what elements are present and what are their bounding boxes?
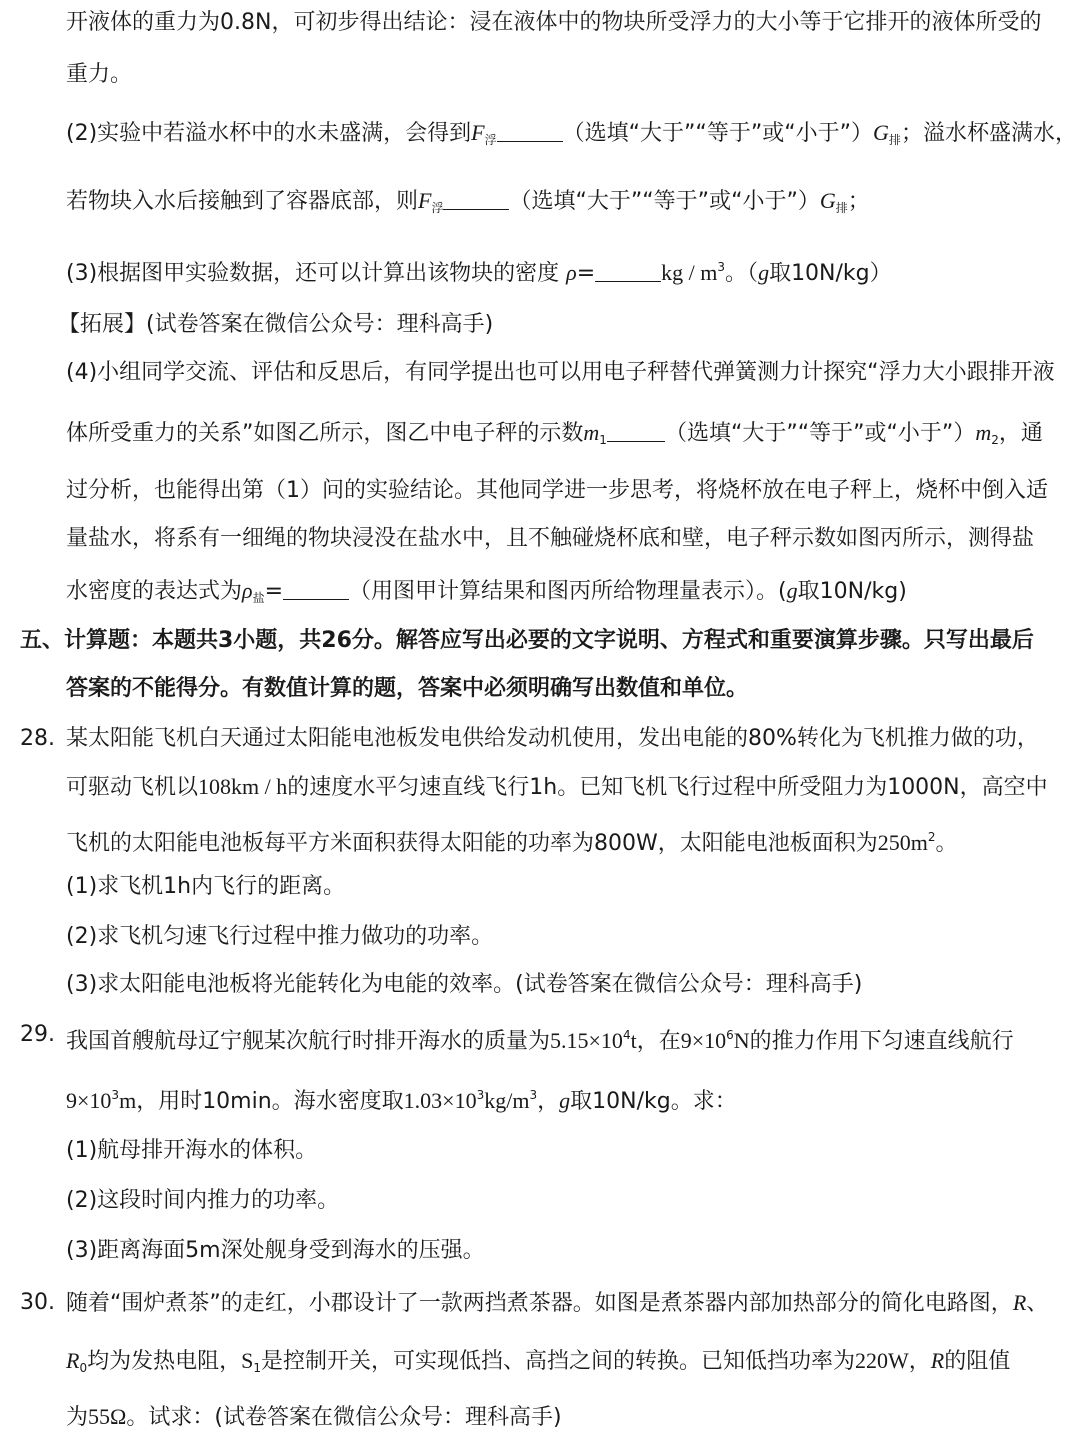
question-2-line-1: (2)实验中若溢水杯中的水未盛满，会得到$F_浮$ （选填“大于”“等于”或“小于$”)G_排$；溢水杯盛满水， bbox=[66, 120, 1077, 147]
question-3-line: (3)根据图甲实验数据，还可以计算出该物块的密度 ρ= kg / $m^3$。（g取10N/kg） bbox=[66, 260, 892, 286]
question-4-line-1: (4)小组同学交流、评估和反思后，有同学提出也可以用电子秤替代弹簧测力计探究“浮力大小跟排开液 bbox=[66, 360, 1055, 385]
question-28-sub-3: (3)求太阳能电池板将光能转化为电能的效率。(试卷答案在微信公众号：理科高手) bbox=[66, 972, 863, 997]
question-4-line-5: 水密度的表达式为$\rho_盐=$ （用图甲计算结果和图丙所给物理量表示）。(g取10N/kg) bbox=[66, 578, 907, 605]
text-line: 重力。 bbox=[66, 62, 133, 87]
answer-blank[interactable] bbox=[443, 187, 509, 210]
question-4-line-4: 量盐水，将系有一细绳的物块浸没在盐水中，且不触碰烧杯底和壁，电子秤示数如图丙所示，测得盐 bbox=[66, 526, 1035, 551]
answer-blank[interactable] bbox=[607, 419, 665, 442]
section-5-heading-line-2: 答案的不能得分。有数值计算的题，答案中必须明确写出数值和单位。 bbox=[66, 676, 749, 701]
question-29-line-1: 我国首艘航母辽宁舰某次航行时排开海水的质量为$5.15\times 10^4t$，在$9\times 10^6N$的推力作用下匀速直线航行 bbox=[66, 1028, 1014, 1054]
question-29-number: 29. bbox=[20, 1022, 55, 1047]
question-29-sub-3: (3)距离海面5m深处舰身受到海水的压强。 bbox=[66, 1238, 485, 1263]
question-28-line-1: 某太阳能飞机白天通过太阳能电池板发电供给发动机使用，发出电能的80%转化为飞机推力做的功， bbox=[66, 726, 1039, 751]
answer-blank[interactable] bbox=[283, 577, 349, 600]
question-28-number: 28. bbox=[20, 726, 55, 751]
extension-heading: 【拓展】(试卷答案在微信公众号：理科高手) bbox=[58, 312, 494, 337]
question-30-number: 30. bbox=[20, 1290, 55, 1315]
question-29-sub-1: (1)航母排开海水的体积。 bbox=[66, 1138, 318, 1163]
question-30-line-2: $R_0$均为发热电阻，$S_1$是控制开关，可实现低挡、高挡之间的转换。已知低挡功率为220W，R的阻值 bbox=[66, 1348, 1011, 1375]
question-4-line-3: 过分析，也能得出第（1）问的实验结论。其他同学进一步思考，将烧杯放在电子秤上，烧杯中倒入适 bbox=[66, 478, 1049, 503]
question-28-line-2: 可驱动飞机以108km / h的速度水平匀速直线飞行1h。已知飞机飞行过程中所受阻力为1000N，高空中 bbox=[66, 774, 1048, 800]
question-4-line-2: 体所受重力的关系”如图乙所示，图乙中电子秤的示数$m_1$ （选填“大于”“等于”或“小于$”)m_2$，通 bbox=[66, 420, 1043, 447]
text-line: 开液体的重力为0.8N，可初步得出结论：浸在液体中的物块所受浮力的大小等于它排开的液体所受的 bbox=[66, 10, 1042, 35]
question-28-sub-1: (1)求飞机1h内飞行的距离。 bbox=[66, 874, 346, 899]
question-28-sub-2: (2)求飞机匀速飞行过程中推力做功的功率。 bbox=[66, 924, 494, 949]
question-30-line-1: 随着“围炉煮茶”的走红，小郡设计了一款两挡煮茶器。如图是煮茶器内部加热部分的简化电路图，R、 bbox=[66, 1290, 1049, 1316]
answer-blank[interactable] bbox=[497, 119, 563, 142]
question-28-line-3: 飞机的太阳能电池板每平方米面积获得太阳能的功率为800W，太阳能电池板面积为$250m^2$。 bbox=[66, 830, 958, 856]
question-30-line-3: 为55Ω。试求：(试卷答案在微信公众号：理科高手) bbox=[66, 1404, 562, 1430]
answer-blank[interactable] bbox=[595, 259, 661, 282]
question-2-line-2: 若物块入水后接触到了容器底部，则$F_浮$ （选填“大于”“等于”或“小于$”)G_排$； bbox=[66, 188, 870, 215]
section-5-heading: 五、计算题：本题共3小题，共26分。解答应写出必要的文字说明、方程式和重要演算步骤。只写出最后 bbox=[20, 628, 1034, 653]
question-29-sub-2: (2)这段时间内推力的功率。 bbox=[66, 1188, 340, 1213]
question-29-line-2: $9\times 10^3m$，用时10min。海水密度取$1.03\times 10^3kg/m^3$，g取10N/kg。求： bbox=[66, 1088, 737, 1114]
